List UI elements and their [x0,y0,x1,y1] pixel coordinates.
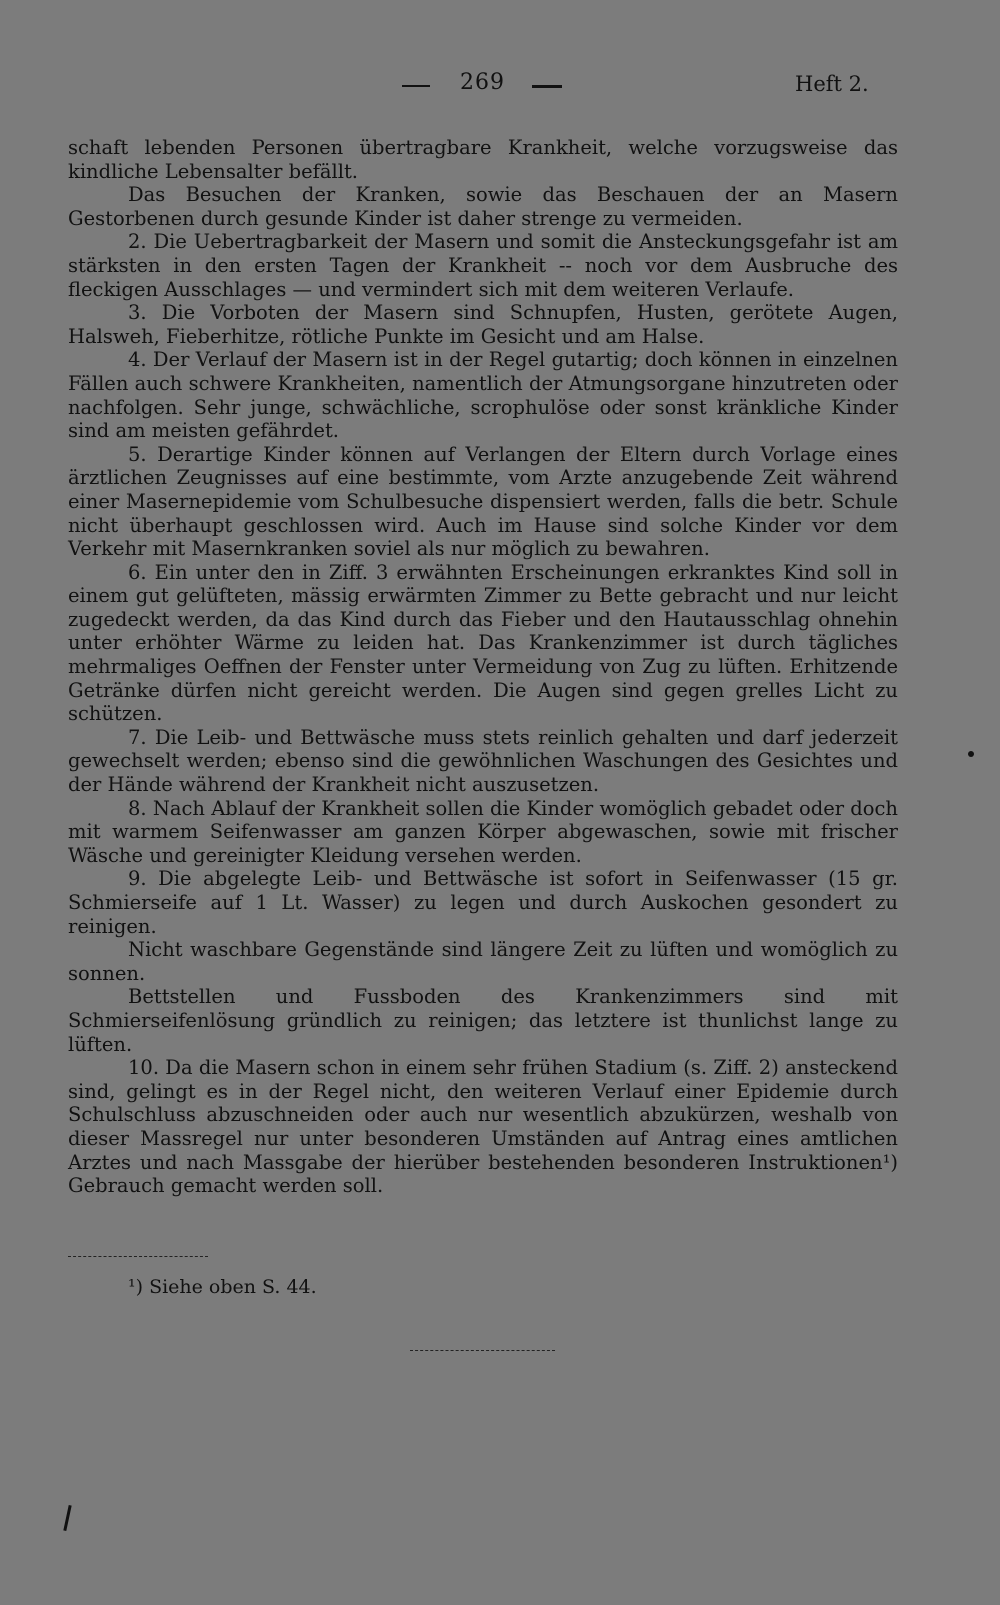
paragraph-item-2: 2. Die Uebertragbarkeit der Masern und somit die Ansteckungsgefahr ist am stärksten in den ersten Tagen der Krankheit -- noch vor dem Ausbruche des fleckigen Ausschlages — und vermindert sich mit dem weiteren Verlaufe. [68,230,898,301]
paragraph: Nicht waschbare Gegenstände sind längere Zeit zu lüften und womöglich zu sonnen. [68,938,898,985]
margin-dot [968,751,974,757]
header-dash-left [402,85,430,87]
margin-stroke [63,1505,71,1531]
page-header [0,70,1000,100]
paragraph-item-7: 7. Die Leib- und Bettwäsche muss stets reinlich gehalten und darf jederzeit gewechselt werden; ebenso sind die gewöhnlichen Waschungen des Gesichtes und der Hände während der Krankheit nicht auszusetzen. [68,725,898,797]
paragraph: Bettstellen und Fussboden des Krankenzimmers sind mit Schmierseifenlösung gründlich zu reinigen; das letztere ist thunlichst lange zu lüften. [68,985,898,1056]
paragraph-item-3: 3. Die Vorboten der Masern sind Schnupfen, Husten, gerötete Augen, Halsweh, Fieberhitze, rötliche Punkte im Gesicht und am Halse. [68,301,898,348]
page-number: 269 [460,70,505,95]
footnote: ¹) Siehe oben S. 44. [128,1276,317,1298]
document-body [68,136,898,1198]
paragraph: Das Besuchen der Kranken, sowie das Beschauen der an Masern Gestorbenen durch gesunde Kinder ist daher strenge zu vermeiden. [68,183,898,230]
paragraph-item-8: 8. Nach Ablauf der Krankheit sollen die Kinder womöglich gebadet oder doch mit warmem Seifenwasser am ganzen Körper abgewaschen, sowie mit frischer Wäsche und gereinigter Kleidung versehen werden. [68,796,898,867]
paragraph-item-5: 5. Derartige Kinder können auf Verlangen der Eltern durch Vorlage eines ärztlichen Zeugnisses auf eine bestimmte, vom Arzte anzugebende Zeit während einer Masernepidemie vom Schulbesuche dispensiert werden, falls die betr. Schule nicht überhaupt geschlossen wird. Auch im Hause sind solche Kinder vor dem Verkehr mit Masernkranken soviel als nur möglich zu bewahren. [68,442,898,561]
issue-label: Heft 2. [795,72,869,96]
paragraph-continuation: schaft lebenden Personen übertragbare Krankheit, welche vorzugsweise das kindliche Lebensalter befällt. [68,136,898,183]
paragraph-item-4: 4. Der Verlauf der Masern ist in der Regel gutartig; doch können in einzelnen Fällen auch schwere Krankheiten, namentlich der Atmungsorgane hinzutreten oder nachfolgen. Sehr junge, schwächliche, scrophulöse oder sonst kränkliche Kinder sind am meisten gefährdet. [68,348,898,443]
paragraph-item-6: 6. Ein unter den in Ziff. 3 erwähnten Erscheinungen erkranktes Kind soll in einem gut gelüfteten, mässig erwärmten Zimmer zu Bette gebracht und nur leicht zugedeckt werden, da das Kind durch das Fieber und den Hautausschlag ohnehin unter erhöhter Wärme zu leiden hat. Das Krankenzimmer ist durch tägliches mehrmaliges Oeffnen der Fenster unter Vermeidung von Zug zu lüften. Erhitzende Getränke dürfen nicht gereicht werden. Die Augen sind gegen grelles Licht zu schützen. [68,560,898,726]
footnote-rule [68,1256,208,1257]
header-dash-right [532,85,562,88]
paragraph-item-10: 10. Da die Masern schon in einem sehr frühen Stadium (s. Ziff. 2) ansteckend sind, gelingt es in der Regel nicht, den weiteren Verlauf einer Epidemie durch Schulschluss abzuschneiden oder auch nur wesentlich abzukürzen, weshalb von dieser Massregel nur unter besonderen Umständen auf Antrag eines amtlichen Arztes und nach Massgabe der hierüber bestehenden besonderen Instruktionen¹) Gebrauch gemacht werden soll. [68,1056,898,1198]
bottom-divider [410,1350,555,1351]
paragraph-item-9: 9. Die abgelegte Leib- und Bettwäsche ist sofort in Seifenwasser (15 gr. Schmierseife auf 1 Lt. Wasser) zu legen und durch Auskochen gesondert zu reinigen. [68,867,898,938]
